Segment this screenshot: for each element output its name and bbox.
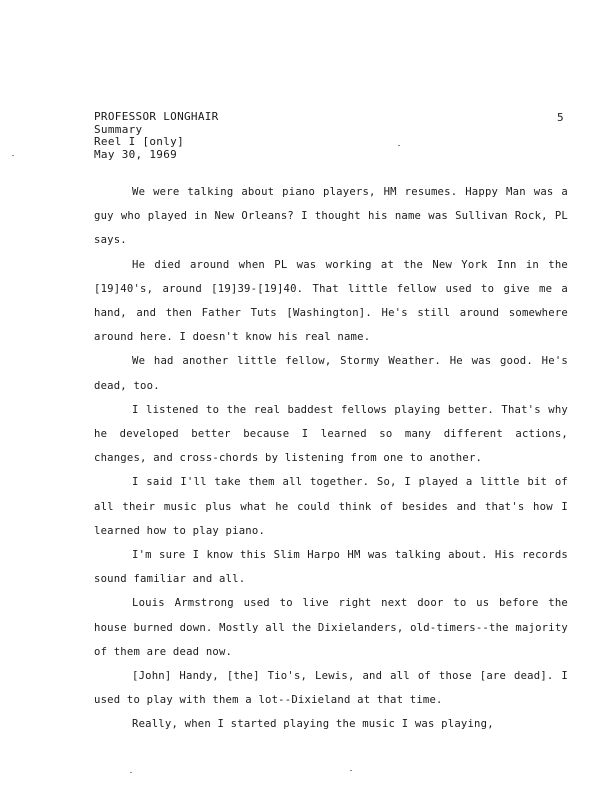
reel-label: Reel I [only] <box>94 135 184 148</box>
scan-speck <box>350 770 352 771</box>
interviewee-name: PROFESSOR LONGHAIR <box>94 110 219 123</box>
paragraph: We had another little fellow, Stormy Weather. He was good. He's dead, too. <box>94 355 568 392</box>
transcript-body <box>94 180 568 737</box>
page-number: 5 <box>557 111 564 124</box>
paragraph: I listened to the real baddest fellows playing better. That's why he developed better because I learned so many different actions, changes, and cross-chords by listening from one to another. <box>94 403 568 465</box>
scan-speck <box>12 155 14 156</box>
document-header <box>94 111 219 161</box>
document-type: Summary <box>94 122 143 136</box>
paragraph: I said I'll take them all together. So, I played a little bit of all their music plus what he could think of besides and that's how I learned how to play piano. <box>94 476 568 537</box>
paragraph: He died around when PL was working at the New York Inn in the [19]40's, around [19]39-[19]40. That little fellow used to give me a hand, and then Father Tuts [Washington]. He's still around somewhere around here. I doesn't know his real name. <box>94 258 568 344</box>
scan-speck <box>398 145 400 146</box>
paragraph: I'm sure I know this Slim Harpo HM was talking about. His records sound familiar and all. <box>94 549 568 586</box>
paragraph: Really, when I started playing the music I was playing, <box>132 718 494 731</box>
interview-date: May 30, 1969 <box>94 147 178 161</box>
paragraph: Louis Armstrong used to live right next door to us before the house burned down. Mostly all the Dixielanders, old-timers--the majority of them are dead now. <box>94 597 568 658</box>
paragraph: We were talking about piano players, HM resumes. Happy Man was a guy who played in New Orleans? I thought his name was Sullivan Rock, PL says. <box>94 186 568 247</box>
scan-speck <box>130 772 132 773</box>
paragraph: [John] Handy, [the] Tio's, Lewis, and all of those [are dead]. I used to play with them a lot--Dixieland at that time. <box>94 670 568 707</box>
